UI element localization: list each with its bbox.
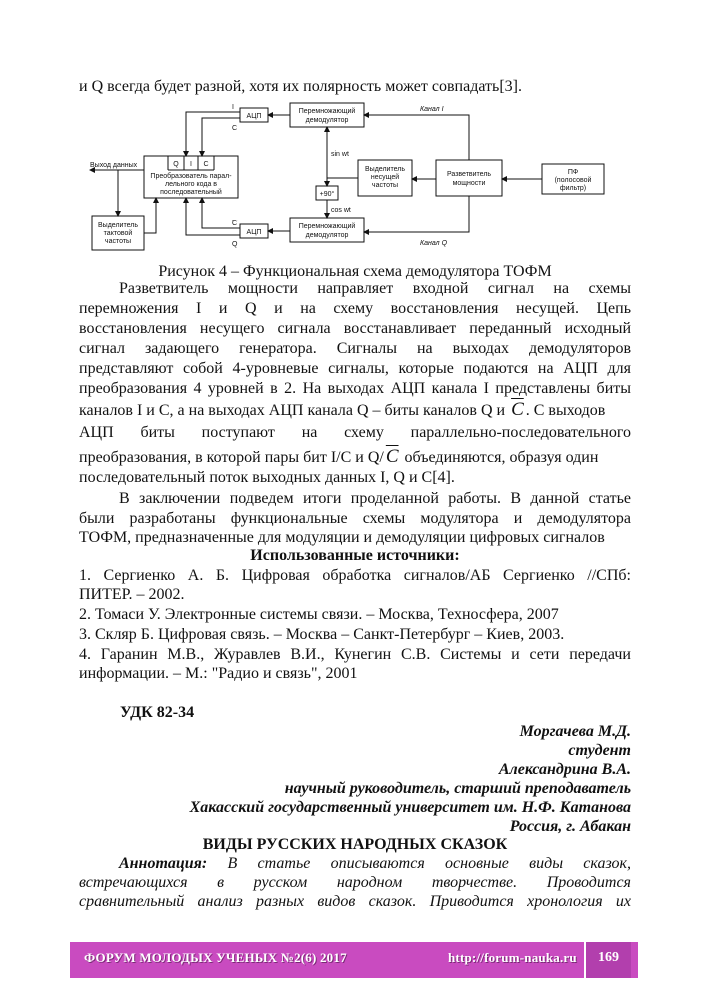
reference-item: ПИТЕР. – 2002. bbox=[79, 586, 185, 603]
references-heading: Использованные источники: bbox=[250, 547, 460, 564]
text-line: сигнал задающего генератора. Сигналы на выходах демодуляторов bbox=[79, 340, 631, 357]
author-role: научный руководитель, старший преподаватель bbox=[284, 780, 631, 797]
q-label: Q bbox=[232, 241, 238, 248]
c-label: C bbox=[232, 125, 238, 132]
power-splitter-label: мощности bbox=[452, 180, 486, 187]
converter-label: Преобразователь парал- bbox=[150, 173, 232, 180]
phase-shift-label: +90° bbox=[319, 191, 335, 198]
power-splitter-block bbox=[436, 160, 502, 196]
text-fragment: каналов I и С, а на выходах АЦП канала Q – биты каналов Q и bbox=[79, 402, 506, 419]
author-affiliation: Хакасский государственный университет им. Н.Ф. Катанова bbox=[189, 799, 631, 816]
converter-cell-c: C bbox=[203, 161, 209, 168]
page-number-box bbox=[584, 942, 631, 978]
multiplier-bottom-label: демодулятор bbox=[305, 232, 349, 239]
reference-item: 2. Томаси У. Электронные системы связи. – Москва, Техносфера, 2007 bbox=[79, 606, 559, 623]
clock-extractor-label: тактовой bbox=[103, 230, 133, 237]
c-bar-symbol: $\overline{C}$ bbox=[385, 446, 399, 467]
text-fragment: . С выходов bbox=[525, 402, 606, 419]
abstract-label: Аннотация: bbox=[119, 855, 208, 872]
text-line: были разработаны функциональные схемы модулятора и демодулятора bbox=[79, 510, 631, 527]
abstract-line bbox=[79, 854, 631, 873]
multiplier-bottom-label: Перемножающий bbox=[298, 223, 356, 230]
text-line: Разветвитель мощности направляет входной сигнал на схемы bbox=[119, 280, 631, 297]
clock-extractor-label: Выделитель bbox=[98, 222, 138, 229]
text-line: ТОФМ, предназначенные для модуляции и демодуляции цифровых сигналов bbox=[79, 529, 605, 546]
author-location: Россия, г. Абакан bbox=[509, 818, 631, 835]
clock-extractor-label: частоты bbox=[104, 238, 132, 245]
reference-item: 4. Гаранин М.В., Журавлев В.И., Кунегин С.В. Системы и сети передачи bbox=[79, 646, 631, 663]
text-line: перемножения I и Q и на схему восстановления несущей. Цепь bbox=[79, 300, 631, 317]
author-role: студент bbox=[568, 742, 631, 759]
text-line: В заключении подведем итоги проделанной работы. В данной статье bbox=[119, 490, 631, 507]
adc-bottom-label: АЦП bbox=[246, 229, 262, 236]
text-line bbox=[79, 400, 631, 420]
journal-url[interactable]: http://forum-nauka.ru bbox=[448, 950, 577, 965]
adc-top-label: АЦП bbox=[246, 113, 262, 120]
author-name: Александрина В.А. bbox=[498, 761, 631, 778]
sin-label: sin wt bbox=[331, 151, 349, 158]
text-line: последовательный поток выходных данных I, Q и C[4]. bbox=[79, 469, 455, 486]
data-out-label: Выход данных bbox=[90, 162, 138, 169]
demodulator-diagram bbox=[86, 100, 626, 260]
filter-label: ПФ bbox=[567, 169, 579, 176]
text-line: и Q всегда будет разной, хотя их полярность может совпадать[3]. bbox=[79, 78, 522, 95]
reference-item: 1. Сергиенко А. Б. Цифровая обработка сигналов/АБ Сергиенко //СПб: bbox=[79, 567, 631, 584]
reference-item: информации. – М.: "Радио и связь", 2001 bbox=[79, 665, 358, 682]
power-splitter-label: Разветвитель bbox=[446, 171, 492, 178]
journal-footer bbox=[70, 942, 638, 978]
text-line: преобразования 4 уровней в 2. На выходах АЦП канала I представлены биты bbox=[79, 380, 631, 397]
journal-name: ФОРУМ МОЛОДЫХ УЧЕНЫХ №2(6) 2017 bbox=[84, 950, 347, 965]
filter-label: (полосовой bbox=[554, 177, 592, 184]
channel-i-label: Канал I bbox=[420, 106, 444, 113]
text-line bbox=[79, 447, 631, 467]
abstract-line: встречающихся в русском народном творчестве. Проводится bbox=[79, 874, 631, 891]
carrier-extractor-label: Выделитель bbox=[365, 166, 405, 173]
multiplier-top-label: демодулятор bbox=[305, 117, 349, 124]
carrier-extractor-label: частоты bbox=[371, 182, 399, 189]
abstract-text: В статье описываются основные виды сказок, bbox=[207, 855, 631, 872]
figure-caption: Рисунок 4 – Функциональная схема демодулятора ТОФМ bbox=[158, 263, 552, 280]
i-label: I bbox=[232, 104, 234, 111]
author-name: Моргачева М.Д. bbox=[519, 723, 631, 740]
reference-item: 3. Скляр Б. Цифровая связь. – Москва – Санкт-Петербург – Киев, 2003. bbox=[79, 626, 565, 643]
text-line: представляют собой 4-уровневые сигналы, которые подаются на АЦП для bbox=[79, 360, 631, 377]
converter-label: лельного кода в bbox=[165, 181, 217, 188]
channel-q-label: Канал Q bbox=[420, 240, 448, 247]
converter-cell-q: Q bbox=[173, 161, 179, 168]
article-title: ВИДЫ РУССКИХ НАРОДНЫХ СКАЗОК bbox=[202, 836, 508, 853]
text-line: АЦП биты поступают на схему параллельно-последовательного bbox=[79, 424, 631, 441]
text-fragment: преобразования, в которой пары бит I/C и Q/ bbox=[79, 449, 384, 466]
text-line: восстановления несущего сигнала восстанавливает переданный исходный bbox=[79, 320, 631, 337]
c-bar-symbol: $\overline{C}$ bbox=[511, 399, 524, 420]
carrier-extractor-label: несущей bbox=[370, 174, 400, 181]
udk-code: УДК 82-34 bbox=[120, 704, 195, 721]
page-number: 169 bbox=[598, 950, 619, 965]
filter-label: фильтр) bbox=[559, 185, 587, 192]
converter-cell-i: I bbox=[190, 161, 192, 168]
converter-label: последовательный bbox=[160, 189, 222, 196]
abstract-line: сравнительный анализ разных видов сказок. Приводится хронология их bbox=[79, 893, 631, 910]
cbar-label: C bbox=[232, 220, 238, 227]
cos-label: cos wt bbox=[331, 207, 351, 214]
text-fragment: объединяются, образуя один bbox=[400, 449, 599, 466]
multiplier-top-label: Перемножающий bbox=[298, 108, 356, 115]
